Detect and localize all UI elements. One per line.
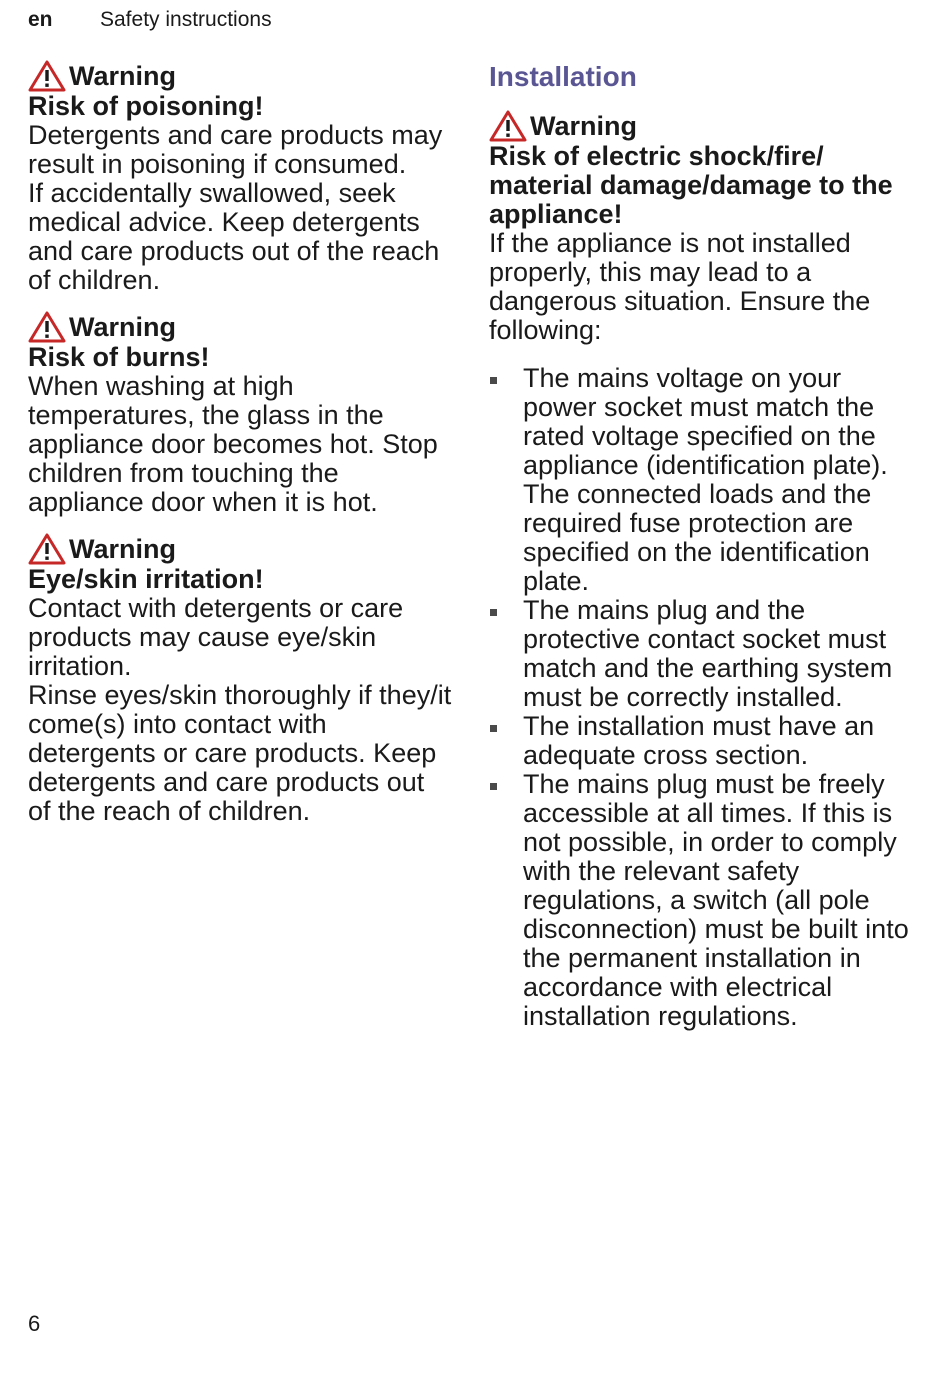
risk-title: Eye/skin irritation! [28,564,264,594]
body-paragraph: Detergents and care products may result in poisoning if consumed. [28,120,443,179]
risk-title: Risk of burns! [28,342,210,372]
left-column [28,60,453,842]
warning-triangle-icon [28,311,66,343]
list-item-text: The mains voltage on your power socket must match the rated voltage specified on the appliance (identification plate). The connected loads and the required fuse protection are specified on the identification plate. [523,363,888,596]
square-bullet-icon [490,725,497,732]
list-item [489,596,919,712]
warning-triangle-icon [28,60,66,92]
risk-title: Risk of poisoning! [28,91,264,121]
warning-block-burns [28,311,453,517]
warning-heading [28,60,453,92]
language-code: en [28,8,53,31]
list-item-text: The mains plug and the protective contact socket must match and the earthing system must be correctly installed. [523,595,893,712]
warning-block-irritation [28,533,453,826]
risk-title: Risk of electric shock/fire/ material damage/damage to the appliance! [489,141,893,229]
square-bullet-icon [490,377,497,384]
square-bullet-icon [490,783,497,790]
warning-block-poisoning [28,60,453,295]
page-header [28,8,272,32]
list-item-text: The installation must have an adequate cross section. [523,711,875,770]
body-paragraph: When washing at high temperatures, the glass in the appliance door becomes hot. Stop children from touching the appliance door when it is hot. [28,371,438,517]
list-item [489,712,919,770]
square-bullet-icon [490,609,497,616]
warning-heading [28,311,453,343]
intro-paragraph: If the appliance is not installed properly, this may lead to a dangerous situation. Ensure the following: [489,228,871,345]
warning-triangle-icon [28,533,66,565]
body-paragraph: Rinse eyes/skin thoroughly if they/it come(s) into contact with detergents or care products. Keep detergents and care products out of the reach of children. [28,680,452,826]
list-item-text: The mains plug must be freely accessible at all times. If this is not possible, in order to comply with the relevant safety regulations, a switch (all pole disconnection) must be built into the permanent installation in accordance with electrical installation regulations. [523,769,909,1031]
right-column [489,60,919,1031]
warning-label: Warning [69,533,176,564]
warning-label: Warning [530,110,637,141]
warning-label: Warning [69,311,176,342]
body-paragraph: If accidentally swallowed, seek medical advice. Keep detergents and care products out of the reach of children. [28,178,440,295]
page-number: 6 [28,1311,41,1336]
section-title-installation: Installation [489,61,637,92]
list-item [489,364,919,596]
warning-heading [28,533,453,565]
requirements-list [489,364,919,1031]
body-paragraph: Contact with detergents or care products may cause eye/skin irritation. [28,593,404,681]
list-item [489,770,919,1031]
warning-heading [489,110,919,142]
warning-label: Warning [69,60,176,91]
header-section-title: Safety instructions [100,8,272,31]
warning-triangle-icon [489,110,527,142]
